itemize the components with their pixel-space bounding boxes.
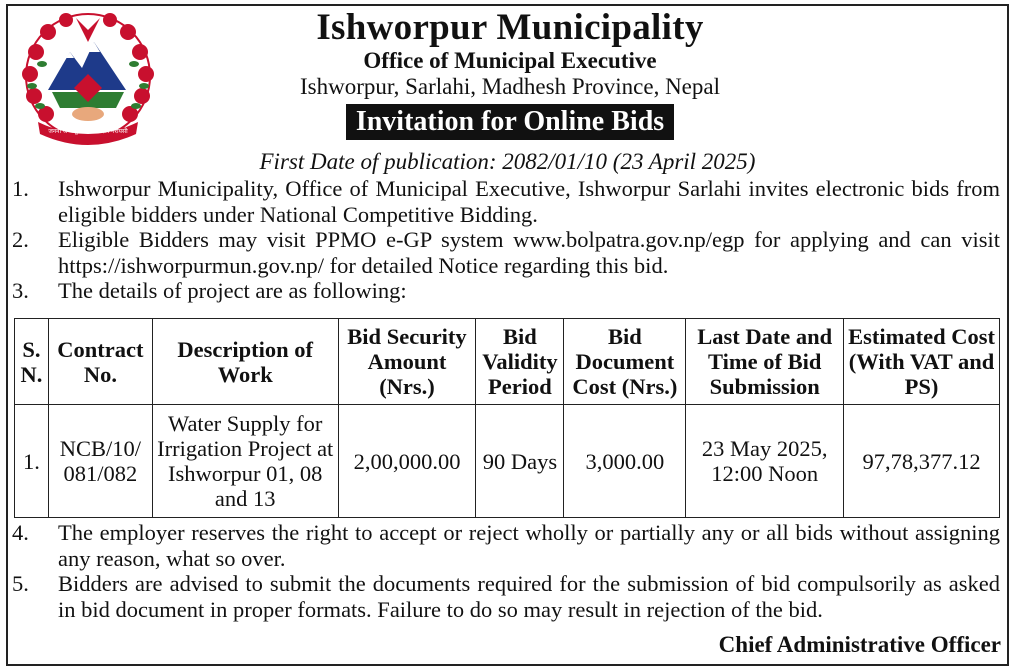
table-cell: NCB/10/ 081/082 [48,405,152,518]
table-header-cell: Bid Document Cost (Nrs.) [564,319,686,405]
table-cell: 2,00,000.00 [338,405,476,518]
item-number: 2. [12,227,29,252]
table-cell: 3,000.00 [564,405,686,518]
table-cell: Water Supply for Irrigation Project at Ishworpur 01, 08 and 13 [152,405,338,518]
table-header-cell: Contract No. [48,319,152,405]
notice-header [200,8,820,140]
emblem-motto: जननी जन्मभूमिश्च स्वर्गादपि गरीयसी [48,128,128,135]
office-name: Office of Municipal Executive [363,48,657,73]
item-text: The details of project are as following: [58,278,407,303]
list-item [12,571,1000,622]
table-header-cell: Description of Work [152,319,338,405]
notice-items-bottom [12,520,1000,622]
item-text: Eligible Bidders may visit PPMO e-GP system www.bolpatra.gov.np/egp for applying and can visit https://ishworpurmun.gov.np/ for detailed Notice regarding this bid. [58,227,1000,278]
list-item [12,520,1000,571]
table-header-row [15,319,1000,405]
item-number: 4. [12,520,29,545]
table-header-cell: Last Date and Time of Bid Submission [686,319,844,405]
signatory-title: Chief Administrative Officer [718,632,1001,657]
table-cell: 23 May 2025, 12:00 Noon [686,405,844,518]
invitation-heading: Invitation for Online Bids [346,104,674,140]
nepal-emblem-icon [18,12,158,147]
item-number: 3. [12,278,29,303]
table-header-cell: Estimated Cost (With VAT and PS) [844,319,1000,405]
municipality-title: Ishworpur Municipality [316,7,704,48]
item-text: The employer reserves the right to accept or reject wholly or partially any or all bids without assigning any reason, what so over. [58,520,1000,571]
table-row [15,405,1000,518]
table-header-cell: S. N. [15,319,49,405]
table-header-cell: Bid Security Amount (Nrs.) [338,319,476,405]
office-address: Ishworpur, Sarlahi, Madhesh Province, Nepal [299,74,720,99]
table-cell: 90 Days [476,405,564,518]
item-text: Bidders are advised to submit the documents required for the submission of bid compulsorily as asked in bid document in proper formats. Failure to do so may result in rejection of the bid. [58,571,1000,622]
project-details-table [14,318,1000,518]
notice-items-top [12,176,1000,304]
item-number: 5. [12,571,29,596]
list-item [12,278,1000,304]
list-item [12,227,1000,278]
table-header-cell: Bid Validity Period [476,319,564,405]
table-cell: 97,78,377.12 [844,405,1000,518]
item-number: 1. [12,176,29,201]
publication-date: First Date of publication: 2082/01/10 (23 April 2025) [259,149,756,174]
table-cell: 1. [15,405,49,518]
list-item [12,176,1000,227]
item-text: Ishworpur Municipality, Office of Municipal Executive, Ishworpur Sarlahi invites electronic bids from eligible bidders under National Competitive Bidding. [58,176,1000,227]
